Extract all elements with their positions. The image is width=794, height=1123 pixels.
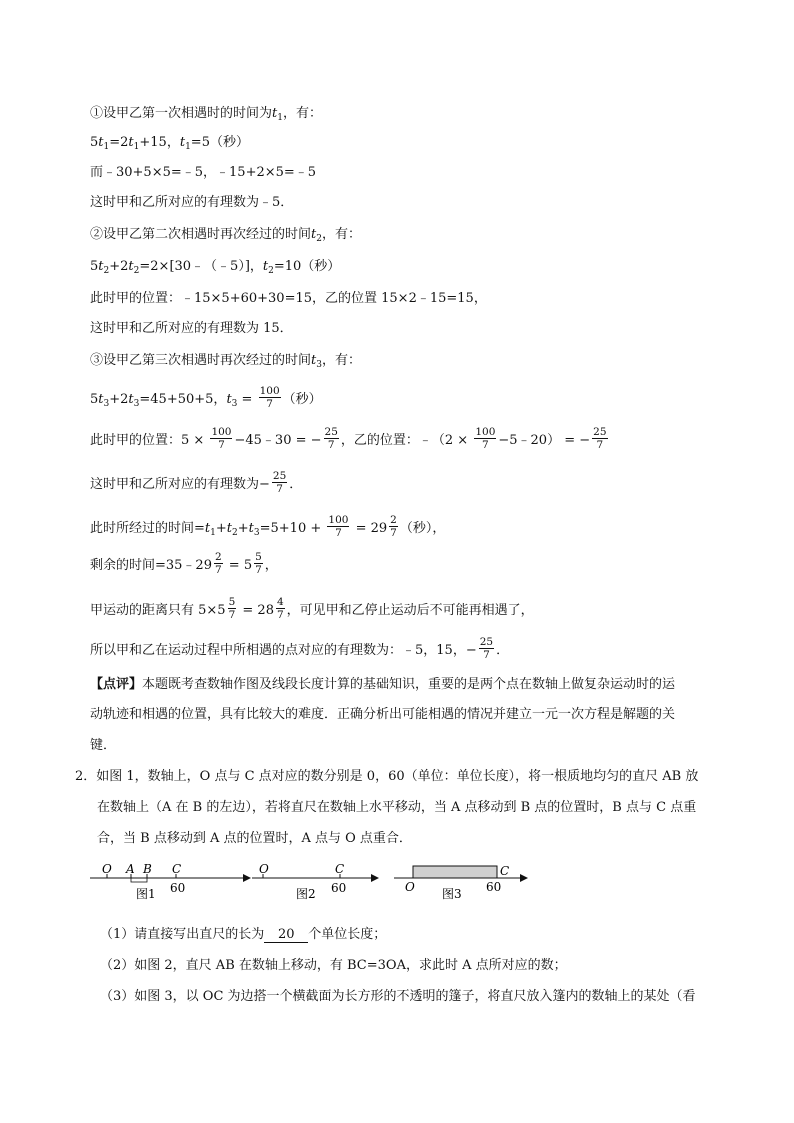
answer-blank: 20 — [264, 928, 308, 943]
fraction-100-7: $\frac{100}{7}$ — [211, 426, 232, 451]
fraction-100-7: $\frac{100}{7}$ — [259, 385, 280, 410]
solution-line-3: 而﹣30+5×5=﹣5，﹣15+2×5=﹣5 — [90, 165, 317, 180]
subquestion-2: （2）如图 2，直尺 AB 在数轴上移动，有 BC=3OA，求此时 A 点所对应的数； — [100, 958, 567, 973]
equation-line-14: 剩余的时间=35﹣29 $\frac{2}{7}$ = 5 $\frac{5}{7}$ ， — [90, 551, 278, 576]
figure-2 — [252, 862, 379, 901]
tent-rectangle — [413, 866, 497, 878]
solution-line-16: 所以甲和乙在运动过程中所相遇的点对应的有理数为：﹣5，15，− $\frac{25}{7}$ ． — [90, 636, 510, 661]
subquestion-1: （1）请直接写出直尺的长为 20 个单位长度； — [100, 927, 387, 942]
question-2-line-1: 2．如图 1，数轴上，O 点与 C 点对应的数分别是 0，60（单位：单位长度），将一根质地均匀的直尺 AB 放 — [75, 769, 699, 784]
solution-line-5: ②设甲乙第二次相遇时再次经过的时间$t_2$，有： — [90, 227, 361, 244]
fraction-25-7: $\frac{25}{7}$ — [593, 426, 607, 451]
comment-line-3: 键． — [90, 738, 117, 753]
label-60: 60 — [170, 881, 186, 895]
fraction-5-7: $\frac{5}{7}$ — [255, 551, 262, 576]
question-2-line-2: 在数轴上（A 在 B 的左边），若将直尺在数轴上水平移动，当 A 点移动到 B 点的位置时，B 点与 C 点重 — [97, 800, 697, 815]
label-c: C — [335, 862, 345, 876]
solution-line-12: 这时甲和乙所对应的有理数为− $\frac{25}{7}$ ． — [90, 470, 303, 495]
ruler-ab — [131, 878, 147, 882]
equation-line-13: 此时所经过的时间$=t_1+t_2+t_3=5+10$ + $\frac{100}{7}$ = 29 $\frac{2}{7}$ （秒）， — [90, 514, 446, 539]
fraction-2-7: $\frac{2}{7}$ — [214, 551, 222, 576]
fraction-4-7: $\frac{4}{7}$ — [276, 596, 284, 621]
solution-line-1: ①设甲乙第一次相遇时的时间为$t_1$，有： — [90, 106, 322, 123]
equation-line-11: 此时甲的位置：5 × $\frac{100}{7}$ −45﹣30 = − $\frac{25}{7}$ ，乙的位置：﹣（2 × $\frac{100}{7}$ −5﹣20） = − $\frac{25}{7}$ — [90, 426, 607, 451]
solution-line-8: 这时甲和乙所对应的有理数为 15． — [90, 321, 293, 336]
comment-line-1: 【点评】本题既考查数轴作图及线段长度计算的基础知识，重要的是两个点在数轴上做复杂运动时的运 — [90, 677, 676, 692]
equation-line-6: $5t_2+2t_2=2\times[30﹣(﹣5)]$，$t_2=10$（秒） — [90, 259, 341, 276]
label-c: C — [172, 862, 182, 876]
label-60: 60 — [486, 880, 502, 894]
label-o: O — [405, 880, 415, 894]
label-b: B — [143, 862, 152, 876]
label-60: 60 — [331, 881, 347, 895]
label-c: C — [500, 864, 510, 878]
subquestion-3: （3）如图 3，以 OC 为边搭一个横截面为长方形的不透明的篷子，将直尺放入篷内的数轴上的某处（看 — [100, 989, 696, 1004]
question-2-line-3: 合，当 B 点移动到 A 点的位置时，A 点与 O 点重合． — [97, 831, 412, 846]
fraction-25-7: $\frac{25}{7}$ — [324, 426, 338, 451]
solution-line-15: 甲运动的距离只有 5×5 $\frac{5}{7}$ = 28 $\frac{4}{7}$ ，可见甲和乙停止运动后不可能再相遇了， — [90, 596, 534, 621]
fraction-25-7: $\frac{25}{7}$ — [479, 636, 494, 661]
fraction-100-7: $\frac{100}{7}$ — [328, 514, 349, 539]
solution-line-7: 此时甲的位置：﹣15×5+60+30=15，乙的位置 15×2﹣15=15， — [90, 291, 487, 306]
figure-2-caption: 图2 — [296, 887, 316, 901]
label-o: O — [259, 862, 269, 876]
figure-1-caption: 图1 — [136, 887, 156, 901]
solution-line-9: ③设甲乙第三次相遇时再次经过的时间$t_3$，有： — [90, 353, 361, 370]
number-line-figures — [0, 858, 794, 908]
label-o: O — [102, 862, 112, 876]
fraction-25-7: $\frac{25}{7}$ — [272, 470, 287, 495]
figure-1 — [90, 862, 251, 901]
fraction-2-7: $\frac{2}{7}$ — [390, 514, 397, 539]
figure-3-caption: 图3 — [442, 887, 462, 901]
comment-line-2: 动轨迹和相遇的位置，具有比较大的难度．正确分析出可能相遇的情况并建立一元一次方程是解题的关 — [90, 707, 676, 722]
fraction-100-7: $\frac{100}{7}$ — [475, 426, 496, 451]
equation-line-10: $5t_3+2t_3=45+50+5$，$t_3$ = $\frac{100}{7}$ （秒） — [90, 385, 322, 410]
equation-line-2: $5t_1=2t_1+15$，$t_1=5$（秒） — [90, 135, 249, 152]
solution-line-4: 这时甲和乙所对应的有理数为﹣5． — [90, 195, 294, 210]
label-a: A — [126, 862, 135, 876]
figure-3 — [394, 864, 528, 901]
fraction-5-7: $\frac{5}{7}$ — [228, 596, 236, 621]
